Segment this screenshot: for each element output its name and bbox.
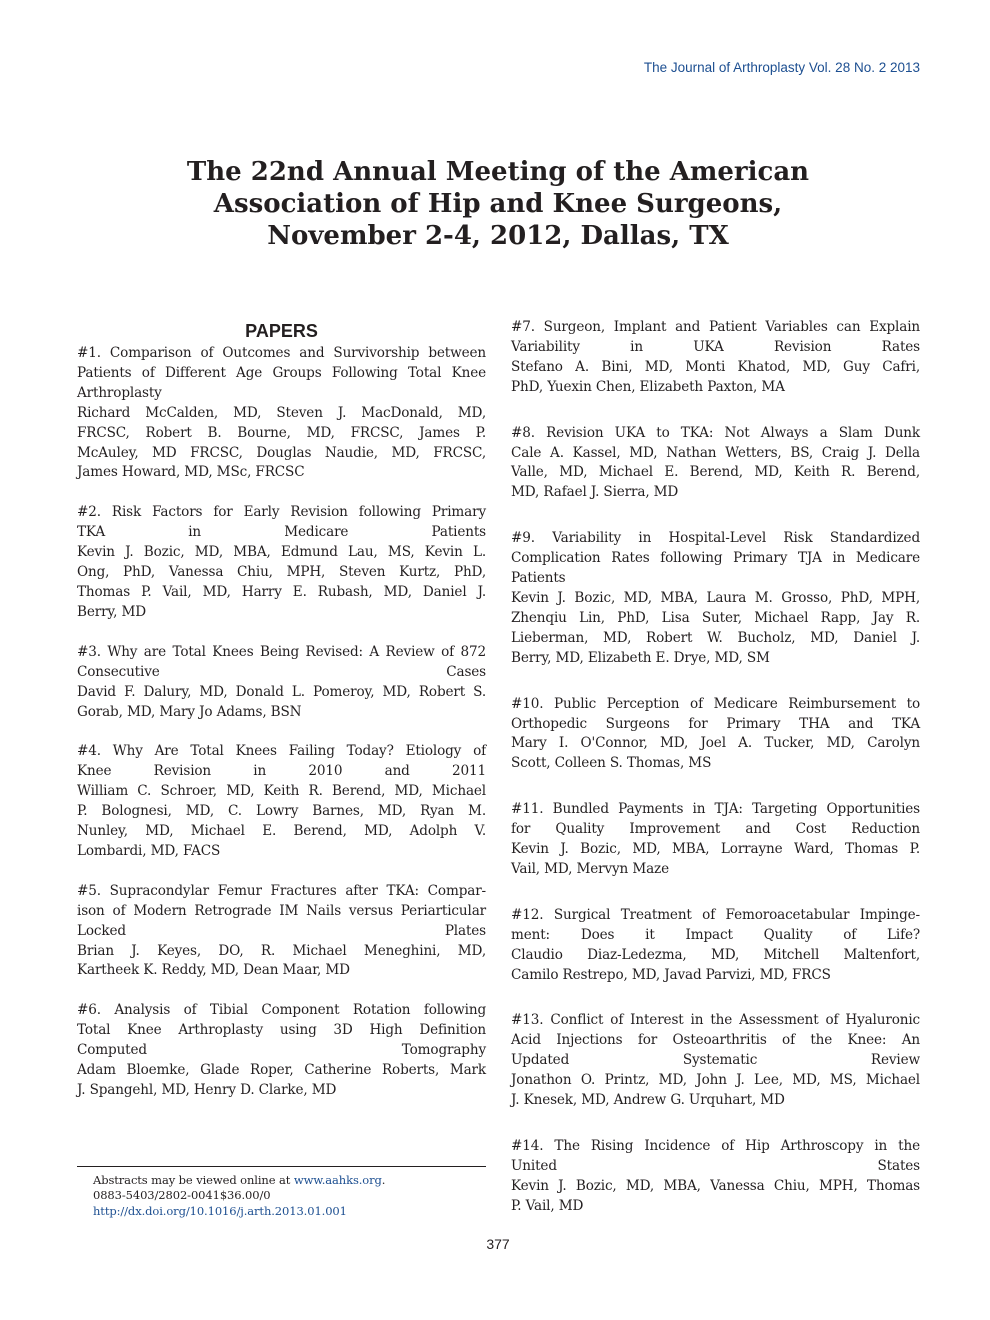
paper-entry-line: Total Knee Arthroplasty using 3D High Definition xyxy=(77,1022,486,1039)
paper-entry-line: Updated Systematic Review xyxy=(511,1052,920,1069)
paper-entry-line: Valle, MD, Michael E. Berend, MD, Keith R. Berend, xyxy=(511,464,920,481)
paper-entry-line: FRCSC, Robert B. Bourne, MD, FRCSC, James P. xyxy=(77,424,486,441)
paper-entry-line: J. Knesek, MD, Andrew G. Urquhart, MD xyxy=(511,1092,785,1109)
paper-entry-line: Ong, PhD, Vanessa Chiu, MPH, Steven Kurtz, PhD, xyxy=(77,564,486,581)
paper-entry-line: Thomas P. Vail, MD, Harry E. Rubash, MD, Daniel J. xyxy=(77,583,486,600)
paper-entry-line: Kevin J. Bozic, MD, MBA, Edmund Lau, MS, Kevin L. xyxy=(77,544,486,561)
page-number: 377 xyxy=(486,1236,510,1252)
paper-entry-line: Stefano A. Bini, MD, Monti Khatod, MD, Guy Cafri, xyxy=(511,358,920,375)
paper-entry xyxy=(511,1011,920,1111)
paper-entry-line: TKA in Medicare Patients xyxy=(77,524,486,541)
paper-entry-line: J. Spangehl, MD, Henry D. Clarke, MD xyxy=(77,1082,337,1098)
paper-entry-line: Patients of Different Age Groups Following Total Knee xyxy=(77,364,486,381)
paper-entry-line: Acid Injections for Osteoarthritis of the Knee: An xyxy=(511,1032,920,1049)
paper-entry-line: Kartheek K. Reddy, MD, Dean Maar, MD xyxy=(77,962,350,979)
paper-entry-line: MD, Rafael J. Sierra, MD xyxy=(511,484,679,501)
paper-entry-line: #12. Surgical Treatment of Femoroacetabular Impinge- xyxy=(511,906,920,923)
paper-entry xyxy=(77,344,486,483)
paper-entry-line: Cale A. Kassel, MD, Nathan Wetters, BS, Craig J. Della xyxy=(511,444,920,461)
right-entry-list xyxy=(511,318,920,1217)
paper-entry-line: ment: Does it Impact Quality of Life? xyxy=(511,926,920,943)
paper-entry xyxy=(77,643,486,723)
paper-entry xyxy=(77,1001,486,1101)
paper-entry-line: #2. Risk Factors for Early Revision following Primary xyxy=(77,504,486,521)
right-column xyxy=(511,318,920,1243)
paper-entry-line: P. Vail, MD xyxy=(511,1197,584,1214)
paper-entry-line: James Howard, MD, MSc, FRCSC xyxy=(77,464,305,481)
paper-entry-line: Zhenqiu Lin, PhD, Lisa Suter, Michael Rapp, Jay R. xyxy=(511,609,920,626)
paper-entry-line: Jonathon O. Printz, MD, John J. Lee, MD, MS, Michael xyxy=(511,1072,920,1089)
paper-entry xyxy=(511,695,920,775)
paper-entry xyxy=(511,1137,920,1217)
paper-entry-line: #11. Bundled Payments in TJA: Targeting Opportunities xyxy=(511,801,920,818)
paper-entry xyxy=(511,800,920,880)
paper-entry-line: #7. Surgeon, Implant and Patient Variables can Explain xyxy=(511,319,920,335)
paper-entry-line: #10. Public Perception of Medicare Reimbursement to xyxy=(511,695,920,712)
paper-entry-line: #4. Why Are Total Knees Failing Today? Etiology of xyxy=(77,743,486,760)
abstracts-note-period: . xyxy=(381,1173,386,1187)
paper-entry-line: Knee Revision in 2010 and 2011 xyxy=(77,763,486,780)
left-entry-list xyxy=(77,344,486,1101)
paper-entry-line: Gorab, MD, Mary Jo Adams, BSN xyxy=(77,703,302,720)
paper-entry-line: McAuley, MD FRCSC, Douglas Naudie, MD, FRCSC, xyxy=(77,444,486,461)
paper-entry-line: Vail, MD, Mervyn Maze xyxy=(511,860,669,877)
paper-entry-line: Variability in UKA Revision Rates xyxy=(511,338,920,355)
paper-entry-line: #13. Conflict of Interest in the Assessment of Hyaluronic xyxy=(511,1012,920,1029)
journal-header: The Journal of Arthroplasty Vol. 28 No. 2 2013 xyxy=(643,60,920,75)
paper-entry-line: Nunley, MD, Michael E. Berend, MD, Adolph V. xyxy=(77,823,486,840)
title-line: Association of Hip and Knee Surgeons, xyxy=(213,189,783,219)
paper-entry-line: #14. The Rising Incidence of Hip Arthroscopy in the xyxy=(511,1138,920,1154)
footnote xyxy=(77,1166,486,1219)
paper-entry-line: Kevin J. Bozic, MD, MBA, Lorrayne Ward, Thomas P. xyxy=(511,841,920,858)
paper-entry-line: #3. Why are Total Knees Being Revised: A Review of 872 xyxy=(77,643,486,660)
paper-entry-line: Lieberman, MD, Robert W. Bucholz, MD, Daniel J. xyxy=(511,629,920,646)
paper-entry xyxy=(511,906,920,986)
paper-entry-line: Scott, Colleen S. Thomas, MS xyxy=(511,755,712,772)
title-line: The 22nd Annual Meeting of the American xyxy=(186,157,810,187)
title-line: November 2-4, 2012, Dallas, TX xyxy=(267,221,729,251)
paper-entry-line: Brian J. Keyes, DO, R. Michael Meneghini, MD, xyxy=(77,942,486,959)
paper-entry-line: Arthroplasty xyxy=(77,384,162,401)
abstracts-note xyxy=(77,1173,486,1188)
issn-line: 0883-5403/2802-0041$36.00/0 xyxy=(93,1188,271,1203)
paper-entry-line: Mary I. O'Connor, MD, Joel A. Tucker, MD, Carolyn xyxy=(511,735,920,752)
article-title xyxy=(0,156,990,252)
paper-entry xyxy=(77,882,486,982)
paper-entry-line: Claudio Diaz-Ledezma, MD, Mitchell Maltenfort, xyxy=(511,946,920,963)
left-column xyxy=(77,318,486,1121)
paper-entry-line: #5. Supracondylar Femur Fractures after TKA: Compar- xyxy=(77,882,486,899)
paper-entry-line: David F. Dalury, MD, Donald L. Pomeroy, MD, Robert S. xyxy=(77,683,486,700)
paper-entry xyxy=(511,424,920,504)
paper-entry-line: Patients xyxy=(511,570,566,587)
paper-entry xyxy=(77,742,486,861)
paper-entry-line: William C. Schroer, MD, Keith R. Berend, MD, Michael xyxy=(77,783,486,800)
paper-entry-line: P. Bolognesi, MD, C. Lowry Barnes, MD, Ryan M. xyxy=(77,803,486,820)
paper-entry-line: #8. Revision UKA to TKA: Not Always a Slam Dunk xyxy=(511,424,920,441)
paper-entry-line: Camilo Restrepo, MD, Javad Parvizi, MD, FRCS xyxy=(511,966,831,983)
section-heading: PAPERS xyxy=(245,321,318,341)
paper-entry-line: PhD, Yuexin Chen, Elizabeth Paxton, MA xyxy=(511,378,785,395)
paper-entry-line: Computed Tomography xyxy=(77,1042,486,1059)
doi-link[interactable]: http://dx.doi.org/10.1016/j.arth.2013.01.001 xyxy=(93,1203,347,1218)
paper-entry-line: Berry, MD xyxy=(77,603,147,620)
paper-entry-line: #1. Comparison of Outcomes and Survivorship between xyxy=(77,345,486,361)
paper-entry xyxy=(511,318,920,398)
paper-entry-line: #6. Analysis of Tibial Component Rotation following xyxy=(77,1002,486,1019)
paper-entry-line: Adam Bloemke, Glade Roper, Catherine Roberts, Mark xyxy=(77,1062,486,1079)
paper-entry-line: Consecutive Cases xyxy=(77,663,486,680)
paper-entry-line: Locked Plates xyxy=(77,922,486,939)
paper-entry-line: Richard McCalden, MD, Steven J. MacDonald, MD, xyxy=(77,404,486,421)
paper-entry xyxy=(77,503,486,622)
paper-entry-line: Lombardi, MD, FACS xyxy=(77,842,221,859)
paper-entry-line: Kevin J. Bozic, MD, MBA, Vanessa Chiu, MPH, Thomas xyxy=(511,1177,920,1194)
paper-entry xyxy=(511,529,920,668)
paper-entry-line: United States xyxy=(511,1157,920,1174)
paper-entry-line: ison of Modern Retrograde IM Nails versus Periarticular xyxy=(77,902,486,919)
paper-entry-line: Kevin J. Bozic, MD, MBA, Laura M. Grosso, PhD, MPH, xyxy=(511,589,920,606)
paper-entry-line: Complication Rates following Primary TJA in Medicare xyxy=(511,550,920,567)
aahks-link[interactable]: www.aahks.org xyxy=(293,1173,382,1187)
paper-entry-line: Orthopedic Surgeons for Primary THA and TKA xyxy=(511,715,920,732)
paper-entry-line: Berry, MD, Elizabeth E. Drye, MD, SM xyxy=(511,649,770,666)
abstracts-note-text: Abstracts may be viewed online at xyxy=(93,1173,294,1187)
paper-entry-line: for Quality Improvement and Cost Reduction xyxy=(511,821,920,838)
paper-entry-line: #9. Variability in Hospital-Level Risk Standardized xyxy=(511,530,920,547)
